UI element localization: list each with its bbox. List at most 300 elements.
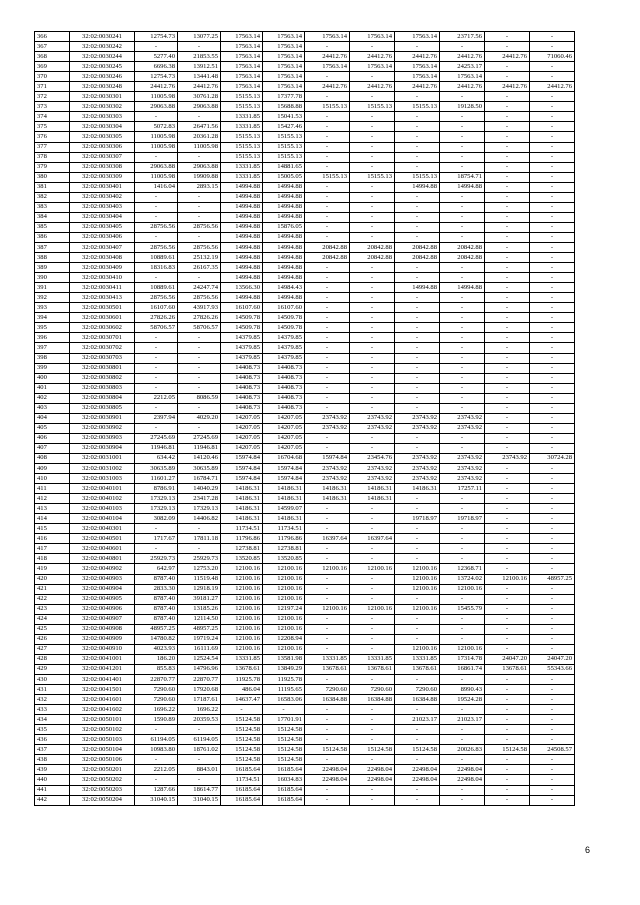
value-cell: - xyxy=(135,202,178,212)
value-cell: 17563.14 xyxy=(263,62,305,72)
value-cell: - xyxy=(530,644,575,654)
value-cell: 20026.83 xyxy=(440,745,485,755)
value-cell: 17377.78 xyxy=(263,92,305,102)
value-cell: - xyxy=(530,182,575,192)
value-cell: - xyxy=(485,232,530,242)
value-cell: 15124.58 xyxy=(263,745,305,755)
table-row xyxy=(35,604,575,614)
value-cell: - xyxy=(350,222,395,232)
value-cell: - xyxy=(485,222,530,232)
table-row xyxy=(35,253,575,263)
value-cell: 48957.25 xyxy=(530,574,575,584)
cadastral-code-cell: 32:02:0030304 xyxy=(70,122,135,132)
value-cell: - xyxy=(305,112,350,122)
value-cell: - xyxy=(530,614,575,624)
value-cell: 12208.94 xyxy=(263,634,305,644)
value-cell: - xyxy=(395,524,440,534)
value-cell: - xyxy=(485,725,530,735)
table-row xyxy=(35,172,575,182)
cadastral-code-cell: 32:02:0030410 xyxy=(70,273,135,283)
value-cell: - xyxy=(395,554,440,564)
value-cell: 13331.85 xyxy=(221,162,263,172)
value-cell: 30761.28 xyxy=(178,92,221,102)
value-cell: 13678.61 xyxy=(485,664,530,674)
value-cell: 8990.43 xyxy=(440,685,485,695)
cadastral-code-cell: 32:02:0040907 xyxy=(70,614,135,624)
value-cell: - xyxy=(440,152,485,162)
value-cell: - xyxy=(305,182,350,192)
value-cell: - xyxy=(350,293,395,303)
row-index-cell: 437 xyxy=(35,745,70,755)
value-cell: 13331.85 xyxy=(221,172,263,182)
value-cell: 17563.14 xyxy=(263,52,305,62)
cadastral-code-cell: 32:02:0030901 xyxy=(70,413,135,423)
value-cell: 23743.92 xyxy=(350,464,395,474)
value-cell: 19718.97 xyxy=(440,514,485,524)
value-cell: - xyxy=(305,343,350,353)
value-cell: - xyxy=(395,634,440,644)
value-cell: 1416.04 xyxy=(135,182,178,192)
value-cell: 12114.50 xyxy=(178,614,221,624)
row-index-cell: 442 xyxy=(35,795,70,805)
value-cell: - xyxy=(485,102,530,112)
value-cell: - xyxy=(305,755,350,765)
cadastral-code-cell: 32:02:0030802 xyxy=(70,373,135,383)
value-cell: 24412.76 xyxy=(530,82,575,92)
cadastral-code-cell: 32:02:0031001 xyxy=(70,453,135,463)
value-cell: 14040.29 xyxy=(178,484,221,494)
row-index-cell: 395 xyxy=(35,323,70,333)
value-cell: - xyxy=(135,383,178,393)
value-cell: 15155.13 xyxy=(305,172,350,182)
value-cell: - xyxy=(530,393,575,403)
value-cell: 15155.13 xyxy=(221,142,263,152)
cadastral-code-cell: 32:02:0040902 xyxy=(70,564,135,574)
row-index-cell: 419 xyxy=(35,564,70,574)
value-cell: - xyxy=(178,202,221,212)
cadastral-code-cell: 32:02:0030245 xyxy=(70,62,135,72)
value-cell: - xyxy=(485,122,530,132)
value-cell: - xyxy=(350,504,395,514)
value-cell: 17563.14 xyxy=(263,32,305,42)
value-cell: 23743.92 xyxy=(395,413,440,423)
value-cell: 14994.88 xyxy=(221,273,263,283)
table-body xyxy=(35,32,575,806)
value-cell: - xyxy=(485,685,530,695)
value-cell: 16185.64 xyxy=(263,795,305,805)
value-cell: - xyxy=(485,263,530,273)
row-index-cell: 370 xyxy=(35,72,70,82)
value-cell: - xyxy=(178,112,221,122)
value-cell: - xyxy=(485,212,530,222)
value-cell: - xyxy=(485,62,530,72)
value-cell: - xyxy=(485,313,530,323)
value-cell: 17257.11 xyxy=(440,484,485,494)
value-cell: - xyxy=(530,222,575,232)
value-cell: 12100.16 xyxy=(221,614,263,624)
value-cell: - xyxy=(395,403,440,413)
value-cell: 7290.60 xyxy=(305,685,350,695)
value-cell: - xyxy=(305,594,350,604)
cadastral-code-cell: 32:02:0050104 xyxy=(70,745,135,755)
row-index-cell: 369 xyxy=(35,62,70,72)
table-row xyxy=(35,685,575,695)
table-row xyxy=(35,725,575,735)
value-cell: - xyxy=(305,303,350,313)
value-cell: 2893.15 xyxy=(178,182,221,192)
value-cell: - xyxy=(395,383,440,393)
value-cell: 14994.88 xyxy=(263,242,305,252)
value-cell: 23743.92 xyxy=(395,453,440,463)
value-cell: 14994.88 xyxy=(221,202,263,212)
value-cell: 14379.85 xyxy=(263,333,305,343)
value-cell: - xyxy=(135,423,178,433)
value-cell: 17314.78 xyxy=(440,654,485,664)
value-cell: 12100.16 xyxy=(395,564,440,574)
value-cell: 18614.77 xyxy=(178,785,221,795)
table-row xyxy=(35,484,575,494)
value-cell: 11734.51 xyxy=(221,775,263,785)
value-cell: 1696.22 xyxy=(135,705,178,715)
value-cell: 12100.16 xyxy=(263,564,305,574)
table-row xyxy=(35,614,575,624)
value-cell: 13678.61 xyxy=(350,664,395,674)
value-cell: - xyxy=(530,323,575,333)
value-cell: - xyxy=(395,142,440,152)
value-cell: 14186.31 xyxy=(395,484,440,494)
value-cell: 13331.85 xyxy=(221,654,263,664)
cadastral-code-cell: 32:02:0030602 xyxy=(70,323,135,333)
value-cell: - xyxy=(485,735,530,745)
row-index-cell: 374 xyxy=(35,112,70,122)
value-cell: 14186.31 xyxy=(263,484,305,494)
value-cell: 14509.78 xyxy=(221,313,263,323)
cadastral-code-cell: 32:02:0030302 xyxy=(70,102,135,112)
value-cell: 13331.85 xyxy=(221,112,263,122)
value-cell: 23743.92 xyxy=(440,474,485,484)
value-cell: 23743.92 xyxy=(395,464,440,474)
value-cell: - xyxy=(440,443,485,453)
value-cell: - xyxy=(350,323,395,333)
value-cell: 10983.80 xyxy=(135,745,178,755)
value-cell: - xyxy=(350,273,395,283)
table-row xyxy=(35,594,575,604)
value-cell: - xyxy=(530,584,575,594)
value-cell: - xyxy=(395,534,440,544)
value-cell: 24412.76 xyxy=(305,82,350,92)
value-cell: - xyxy=(530,212,575,222)
table-row xyxy=(35,695,575,705)
value-cell: - xyxy=(135,363,178,373)
value-cell: - xyxy=(305,715,350,725)
value-cell: 71060.46 xyxy=(530,52,575,62)
value-cell: - xyxy=(305,514,350,524)
value-cell: 15688.88 xyxy=(263,102,305,112)
value-cell: - xyxy=(350,785,395,795)
value-cell: - xyxy=(530,72,575,82)
value-cell: 5277.40 xyxy=(135,52,178,62)
table-row xyxy=(35,423,575,433)
value-cell: - xyxy=(395,192,440,202)
value-cell: - xyxy=(485,32,530,42)
value-cell: 12100.16 xyxy=(440,644,485,654)
value-cell: - xyxy=(530,685,575,695)
value-cell: - xyxy=(350,403,395,413)
row-index-cell: 387 xyxy=(35,242,70,252)
table-row xyxy=(35,745,575,755)
value-cell: 17563.14 xyxy=(221,52,263,62)
value-cell: - xyxy=(350,132,395,142)
value-cell: - xyxy=(395,504,440,514)
table-row xyxy=(35,62,575,72)
row-index-cell: 378 xyxy=(35,152,70,162)
value-cell: - xyxy=(395,433,440,443)
value-cell: - xyxy=(395,785,440,795)
value-cell: 22870.77 xyxy=(178,675,221,685)
value-cell: 12368.71 xyxy=(440,564,485,574)
row-index-cell: 393 xyxy=(35,303,70,313)
cadastral-code-cell: 32:02:0030501 xyxy=(70,303,135,313)
value-cell: - xyxy=(530,112,575,122)
value-cell: - xyxy=(395,544,440,554)
value-cell: 15124.58 xyxy=(350,745,395,755)
cadastral-code-cell: 32:02:0040910 xyxy=(70,644,135,654)
value-cell: - xyxy=(530,735,575,745)
value-cell: 27826.26 xyxy=(135,313,178,323)
value-cell: - xyxy=(485,594,530,604)
row-index-cell: 389 xyxy=(35,263,70,273)
value-cell: - xyxy=(485,534,530,544)
row-index-cell: 391 xyxy=(35,283,70,293)
value-cell: 634.42 xyxy=(135,453,178,463)
value-cell: - xyxy=(305,273,350,283)
value-cell: 14994.88 xyxy=(221,293,263,303)
value-cell: - xyxy=(305,705,350,715)
value-cell: - xyxy=(305,42,350,52)
value-cell: 12100.16 xyxy=(221,604,263,614)
value-cell: - xyxy=(485,433,530,443)
row-index-cell: 418 xyxy=(35,554,70,564)
value-cell: - xyxy=(135,373,178,383)
value-cell: 14994.88 xyxy=(221,253,263,263)
value-cell: 23743.92 xyxy=(350,423,395,433)
value-cell: - xyxy=(350,755,395,765)
value-cell: - xyxy=(485,715,530,725)
row-index-cell: 373 xyxy=(35,102,70,112)
table-row xyxy=(35,132,575,142)
value-cell: - xyxy=(395,614,440,624)
value-cell: 14408.73 xyxy=(221,393,263,403)
value-cell: 14408.73 xyxy=(263,363,305,373)
value-cell: 13849.29 xyxy=(263,664,305,674)
table-row xyxy=(35,32,575,42)
value-cell: 14994.88 xyxy=(263,192,305,202)
value-cell: 13678.61 xyxy=(221,664,263,674)
value-cell: 14994.88 xyxy=(263,212,305,222)
value-cell: 13331.85 xyxy=(221,122,263,132)
value-cell: - xyxy=(530,92,575,102)
value-cell: 19718.97 xyxy=(395,514,440,524)
cadastral-code-cell: 32:02:0030407 xyxy=(70,242,135,252)
row-index-cell: 367 xyxy=(35,42,70,52)
value-cell: 20842.88 xyxy=(305,253,350,263)
value-cell: - xyxy=(350,263,395,273)
value-cell: - xyxy=(440,293,485,303)
value-cell: - xyxy=(485,273,530,283)
value-cell: - xyxy=(485,443,530,453)
value-cell: - xyxy=(440,524,485,534)
cadastral-code-cell: 32:02:0050103 xyxy=(70,735,135,745)
value-cell: 14207.05 xyxy=(221,443,263,453)
value-cell: - xyxy=(350,644,395,654)
value-cell: - xyxy=(350,373,395,383)
value-cell: - xyxy=(395,443,440,453)
value-cell: - xyxy=(135,524,178,534)
value-cell: 43917.93 xyxy=(178,303,221,313)
cadastral-code-cell: 32:02:0030406 xyxy=(70,232,135,242)
value-cell: - xyxy=(305,554,350,564)
value-cell: 55343.66 xyxy=(530,664,575,674)
table-row xyxy=(35,675,575,685)
row-index-cell: 420 xyxy=(35,574,70,584)
value-cell: - xyxy=(305,614,350,624)
value-cell: - xyxy=(485,192,530,202)
cadastral-code-cell: 32:02:0050101 xyxy=(70,715,135,725)
row-index-cell: 435 xyxy=(35,725,70,735)
value-cell: 17563.14 xyxy=(263,42,305,52)
row-index-cell: 392 xyxy=(35,293,70,303)
value-cell: - xyxy=(440,142,485,152)
value-cell: 3082.09 xyxy=(135,514,178,524)
value-cell: 12100.16 xyxy=(221,574,263,584)
cadastral-code-cell: 32:02:0030409 xyxy=(70,263,135,273)
table-row xyxy=(35,795,575,805)
value-cell: - xyxy=(178,232,221,242)
value-cell: - xyxy=(440,795,485,805)
value-cell: 12754.73 xyxy=(135,72,178,82)
value-cell: 20842.88 xyxy=(440,242,485,252)
value-cell: 12100.16 xyxy=(221,644,263,654)
value-cell: 28756.56 xyxy=(135,222,178,232)
value-cell: 24412.76 xyxy=(440,52,485,62)
value-cell: - xyxy=(530,604,575,614)
value-cell: - xyxy=(530,202,575,212)
value-cell: 22498.04 xyxy=(305,765,350,775)
value-cell: - xyxy=(305,283,350,293)
value-cell: - xyxy=(178,273,221,283)
value-cell: - xyxy=(178,524,221,534)
cadastral-code-cell: 32:02:0030248 xyxy=(70,82,135,92)
value-cell: - xyxy=(485,403,530,413)
value-cell: 30635.89 xyxy=(135,464,178,474)
table-row xyxy=(35,765,575,775)
value-cell: 12100.16 xyxy=(350,604,395,614)
value-cell: 24253.17 xyxy=(440,62,485,72)
table-row xyxy=(35,413,575,423)
value-cell: - xyxy=(178,152,221,162)
table-row xyxy=(35,443,575,453)
value-cell: - xyxy=(530,504,575,514)
value-cell: 17563.14 xyxy=(221,62,263,72)
value-cell: 12100.16 xyxy=(221,564,263,574)
value-cell: 16704.68 xyxy=(263,453,305,463)
value-cell: 1590.89 xyxy=(135,715,178,725)
value-cell: - xyxy=(530,403,575,413)
value-cell: 13185.26 xyxy=(178,604,221,614)
value-cell: 15427.46 xyxy=(263,122,305,132)
value-cell: 15155.13 xyxy=(305,102,350,112)
value-cell: - xyxy=(485,584,530,594)
value-cell: 12100.16 xyxy=(221,584,263,594)
value-cell: 28756.56 xyxy=(178,242,221,252)
value-cell: - xyxy=(530,594,575,604)
cadastral-code-cell: 32:02:0030401 xyxy=(70,182,135,192)
value-cell: 14994.88 xyxy=(221,263,263,273)
row-index-cell: 426 xyxy=(35,634,70,644)
table-row xyxy=(35,122,575,132)
value-cell: - xyxy=(350,112,395,122)
value-cell: - xyxy=(395,232,440,242)
value-cell: 14186.31 xyxy=(263,494,305,504)
value-cell: 29063.88 xyxy=(135,102,178,112)
value-cell: 15974.84 xyxy=(263,474,305,484)
value-cell: - xyxy=(440,232,485,242)
value-cell: - xyxy=(350,283,395,293)
value-cell: - xyxy=(485,614,530,624)
value-cell: - xyxy=(395,725,440,735)
value-cell: - xyxy=(305,222,350,232)
value-cell: 17563.14 xyxy=(350,32,395,42)
value-cell: - xyxy=(530,343,575,353)
cadastral-code-cell: 32:02:0040301 xyxy=(70,524,135,534)
value-cell: - xyxy=(305,795,350,805)
table-row xyxy=(35,112,575,122)
table-row xyxy=(35,654,575,664)
table-row xyxy=(35,363,575,373)
value-cell: 20842.88 xyxy=(350,253,395,263)
value-cell: - xyxy=(350,624,395,634)
value-cell: - xyxy=(305,544,350,554)
value-cell: - xyxy=(350,443,395,453)
value-cell: 12100.16 xyxy=(305,604,350,614)
value-cell: 48957.25 xyxy=(178,624,221,634)
value-cell: 29063.88 xyxy=(178,162,221,172)
value-cell: - xyxy=(530,634,575,644)
table-row xyxy=(35,232,575,242)
value-cell: - xyxy=(395,393,440,403)
value-cell: 4029.20 xyxy=(178,413,221,423)
value-cell: - xyxy=(440,755,485,765)
value-cell: 24508.57 xyxy=(530,745,575,755)
value-cell: - xyxy=(305,323,350,333)
value-cell: - xyxy=(395,263,440,273)
row-index-cell: 430 xyxy=(35,675,70,685)
cadastral-code-cell: 32:02:0030403 xyxy=(70,202,135,212)
value-cell: 14408.73 xyxy=(221,373,263,383)
value-cell: - xyxy=(135,333,178,343)
cadastral-code-cell: 32:02:0030904 xyxy=(70,443,135,453)
value-cell: 22498.04 xyxy=(350,775,395,785)
value-cell: - xyxy=(440,263,485,273)
value-cell: 12100.16 xyxy=(263,644,305,654)
value-cell: - xyxy=(485,644,530,654)
value-cell: 17563.14 xyxy=(263,82,305,92)
value-cell: - xyxy=(485,162,530,172)
value-cell: 22498.04 xyxy=(440,765,485,775)
value-cell: - xyxy=(440,162,485,172)
value-cell: 15124.58 xyxy=(305,745,350,755)
value-cell: 13566.30 xyxy=(221,283,263,293)
